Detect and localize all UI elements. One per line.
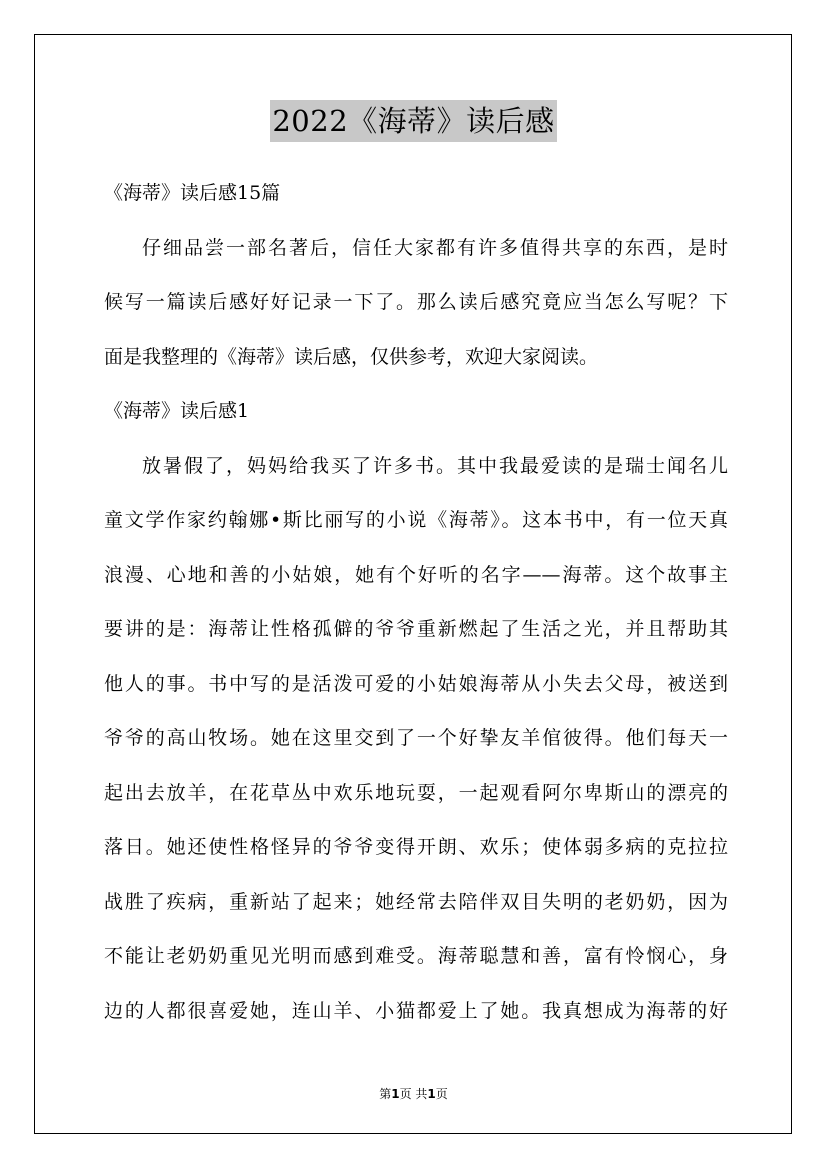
section-heading: 《海蒂》读后感1 (104, 400, 250, 422)
paragraph-line: 爷爷的高山牧场。她在这里交到了一个好挚友羊倌彼得。他们每天一 (104, 727, 728, 749)
footer-page-number: 1 (391, 1087, 400, 1101)
footer-total-pages: 1 (427, 1087, 436, 1101)
paragraph-line: 面是我整理的《海蒂》读后感，仅供参考，欢迎大家阅读。 (104, 345, 599, 368)
paragraph-line: 边的人都很喜爱她，连山羊、小猫都爱上了她。我真想成为海蒂的好 (104, 999, 728, 1022)
paragraph-line: 起出去放羊，在花草丛中欢乐地玩耍，一起观看阿尔卑斯山的漂亮的 (104, 781, 728, 804)
paragraph-line: 候写一篇读后感好好记录一下了。那么读后感究竟应当怎么写呢？下 (104, 291, 728, 313)
footer-prefix: 第 (379, 1087, 392, 1101)
paragraph-line: 仔细品尝一部名著后，信任大家都有许多值得共享的东西，是时 (142, 236, 728, 259)
paragraph-line: 浪漫、心地和善的小姑娘，她有个好听的名字——海蒂。这个故事主 (104, 563, 728, 586)
paragraph-line: 要讲的是：海蒂让性格孤僻的爷爷重新燃起了生活之光，并且帮助其 (104, 618, 728, 640)
document-body (104, 176, 728, 1048)
footer-suffix: 页 (435, 1087, 448, 1101)
document-title: 2022《海蒂》读后感 (270, 100, 556, 142)
paragraph-line: 落日。她还使性格怪异的爷爷变得开朗、欢乐；使体弱多病的克拉拉 (104, 836, 728, 858)
paragraph-line: 童文学作家约翰娜•斯比丽写的小说《海蒂》。这本书中，有一位天真 (104, 509, 728, 531)
paragraph-line: 不能让老奶奶重见光明而感到难受。海蒂聪慧和善，富有怜悯心，身 (104, 945, 728, 967)
paragraph-line: 放暑假了，妈妈给我买了许多书。其中我最爱读的是瑞士闻名儿 (142, 454, 728, 477)
section-heading: 《海蒂》读后感15篇 (104, 182, 281, 204)
paragraph-line: 战胜了疾病，重新站了起来；她经常去陪伴双目失明的老奶奶，因为 (104, 890, 728, 913)
paragraph-line: 他人的事。书中写的是活泼可爱的小姑娘海蒂从小失去父母，被送到 (104, 672, 728, 695)
footer-mid: 页 共 (399, 1087, 428, 1101)
page-footer (0, 1085, 827, 1102)
title-container (0, 100, 827, 142)
